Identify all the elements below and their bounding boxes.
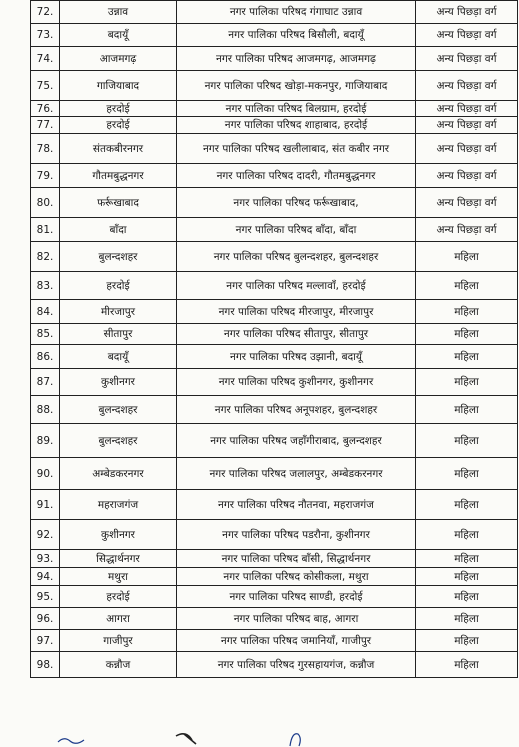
reservation-category-cell: अन्य पिछड़ा वर्ग xyxy=(416,101,518,117)
municipal-body-cell: नगर पालिका परिषद गुरसहायगंज, कन्नौज xyxy=(177,652,416,678)
table-row xyxy=(31,300,518,324)
district-cell: मथुरा xyxy=(60,568,177,586)
municipal-body-cell: नगर पालिका परिषद बाँसी, सिद्धार्थनगर xyxy=(177,550,416,568)
reservation-category-cell: महिला xyxy=(416,568,518,586)
district-cell: बदायूँ xyxy=(60,345,177,369)
serial-number-cell: 72. xyxy=(31,1,60,24)
table-row xyxy=(31,369,518,396)
reservation-category-cell: महिला xyxy=(416,345,518,369)
table-row xyxy=(31,652,518,678)
reservation-category-cell: अन्य पिछड़ा वर्ग xyxy=(416,1,518,24)
municipal-body-cell: नगर पालिका परिषद उझानी, बदायूँ xyxy=(177,345,416,369)
reservation-category-cell: अन्य पिछड़ा वर्ग xyxy=(416,24,518,47)
table-row xyxy=(31,396,518,424)
reservation-category-cell: महिला xyxy=(416,490,518,520)
reservation-category-cell: महिला xyxy=(416,520,518,550)
table-row xyxy=(31,424,518,458)
district-cell: अम्बेडकरनगर xyxy=(60,458,177,490)
municipal-body-cell: नगर पालिका परिषद बुलन्दशहर, बुलन्दशहर xyxy=(177,242,416,272)
serial-number-cell: 80. xyxy=(31,188,60,218)
serial-number-cell: 81. xyxy=(31,218,60,242)
serial-number-cell: 77. xyxy=(31,117,60,134)
municipal-body-cell: नगर पालिका परिषद आजमगढ़, आजमगढ़ xyxy=(177,47,416,71)
district-cell: कुशीनगर xyxy=(60,369,177,396)
district-cell: उन्नाव xyxy=(60,1,177,24)
table-row xyxy=(31,101,518,117)
reservation-category-cell: महिला xyxy=(416,424,518,458)
reservation-category-cell: अन्य पिछड़ा वर्ग xyxy=(416,164,518,188)
serial-number-cell: 92. xyxy=(31,520,60,550)
serial-number-cell: 84. xyxy=(31,300,60,324)
municipal-body-cell: नगर पालिका परिषद साण्डी, हरदोई xyxy=(177,586,416,608)
serial-number-cell: 91. xyxy=(31,490,60,520)
table-row xyxy=(31,242,518,272)
municipal-body-cell: नगर पालिका परिषद कुशीनगर, कुशीनगर xyxy=(177,369,416,396)
reservation-category-cell: अन्य पिछड़ा वर्ग xyxy=(416,47,518,71)
table-row xyxy=(31,458,518,490)
district-cell: गाजीपुर xyxy=(60,630,177,652)
municipal-body-cell: नगर पालिका परिषद खलीलाबाद, संत कबीर नगर xyxy=(177,134,416,164)
district-cell: फर्रूखाबाद xyxy=(60,188,177,218)
municipal-body-cell: नगर पालिका परिषद अनूपशहर, बुलन्दशहर xyxy=(177,396,416,424)
district-cell: महराजगंज xyxy=(60,490,177,520)
municipal-body-cell: नगर पालिका परिषद जमानियाँ, गाजीपुर xyxy=(177,630,416,652)
municipal-body-cell: नगर पालिका परिषद जलालपुर, अम्बेडकरनगर xyxy=(177,458,416,490)
serial-number-cell: 94. xyxy=(31,568,60,586)
district-cell: हरदोई xyxy=(60,272,177,300)
reservation-category-cell: महिला xyxy=(416,369,518,396)
reservation-category-cell: महिला xyxy=(416,608,518,630)
district-cell: गौतमबुद्धनगर xyxy=(60,164,177,188)
municipal-body-cell: नगर पालिका परिषद बिलग्राम, हरदोई xyxy=(177,101,416,117)
reservation-category-cell: महिला xyxy=(416,396,518,424)
serial-number-cell: 86. xyxy=(31,345,60,369)
table-row xyxy=(31,1,518,24)
district-cell: बाँदा xyxy=(60,218,177,242)
municipal-body-cell: नगर पालिका परिषद खोड़ा-मकनपुर, गाजियाबाद xyxy=(177,71,416,101)
table-row xyxy=(31,520,518,550)
reservation-category-cell: महिला xyxy=(416,458,518,490)
table-row xyxy=(31,608,518,630)
municipal-body-cell: नगर पालिका परिषद फर्रूखाबाद, xyxy=(177,188,416,218)
table-row xyxy=(31,324,518,345)
district-cell: कुशीनगर xyxy=(60,520,177,550)
district-cell: बुलन्दशहर xyxy=(60,242,177,272)
serial-number-cell: 79. xyxy=(31,164,60,188)
serial-number-cell: 78. xyxy=(31,134,60,164)
municipal-body-cell: नगर पालिका परिषद गंगाघाट उन्नाव xyxy=(177,1,416,24)
serial-number-cell: 97. xyxy=(31,630,60,652)
municipal-body-cell: नगर पालिका परिषद कोसीकला, मथुरा xyxy=(177,568,416,586)
district-cell: बुलन्दशहर xyxy=(60,424,177,458)
serial-number-cell: 74. xyxy=(31,47,60,71)
district-cell: संतकबीरनगर xyxy=(60,134,177,164)
reservation-category-cell: महिला xyxy=(416,324,518,345)
reservation-category-cell: महिला xyxy=(416,242,518,272)
reservation-category-cell: अन्य पिछड़ा वर्ग xyxy=(416,71,518,101)
reservation-category-cell: महिला xyxy=(416,586,518,608)
municipal-body-cell: नगर पालिका परिषद शाहाबाद, हरदोई xyxy=(177,117,416,134)
table-row xyxy=(31,117,518,134)
table-row xyxy=(31,24,518,47)
table-row xyxy=(31,550,518,568)
table-row xyxy=(31,568,518,586)
table-row xyxy=(31,218,518,242)
municipal-body-cell: नगर पालिका परिषद मीरजापुर, मीरजापुर xyxy=(177,300,416,324)
municipal-body-cell: नगर पालिका परिषद सीतापुर, सीतापुर xyxy=(177,324,416,345)
reservation-category-cell: महिला xyxy=(416,630,518,652)
reservation-table xyxy=(30,0,518,678)
district-cell: गाजियाबाद xyxy=(60,71,177,101)
reservation-category-cell: महिला xyxy=(416,300,518,324)
reservation-category-cell: महिला xyxy=(416,550,518,568)
reservation-category-cell: अन्य पिछड़ा वर्ग xyxy=(416,117,518,134)
serial-number-cell: 83. xyxy=(31,272,60,300)
serial-number-cell: 82. xyxy=(31,242,60,272)
serial-number-cell: 96. xyxy=(31,608,60,630)
municipal-body-cell: नगर पालिका परिषद बिसौली, बदायूँ xyxy=(177,24,416,47)
table-row xyxy=(31,134,518,164)
district-cell: हरदोई xyxy=(60,101,177,117)
district-cell: आगरा xyxy=(60,608,177,630)
signature-marks xyxy=(0,728,519,747)
district-cell: हरदोई xyxy=(60,586,177,608)
district-cell: सिद्धार्थनगर xyxy=(60,550,177,568)
municipal-body-cell: नगर पालिका परिषद जहाँगीराबाद, बुलन्दशहर xyxy=(177,424,416,458)
district-cell: मीरजापुर xyxy=(60,300,177,324)
table-row xyxy=(31,345,518,369)
table-body xyxy=(31,1,518,678)
municipal-body-cell: नगर पालिका परिषद नौतनवा, महराजगंज xyxy=(177,490,416,520)
municipal-body-cell: नगर पालिका परिषद पडरौना, कुशीनगर xyxy=(177,520,416,550)
serial-number-cell: 90. xyxy=(31,458,60,490)
table-row xyxy=(31,272,518,300)
serial-number-cell: 75. xyxy=(31,71,60,101)
reservation-category-cell: महिला xyxy=(416,652,518,678)
reservation-category-cell: अन्य पिछड़ा वर्ग xyxy=(416,134,518,164)
table-row xyxy=(31,71,518,101)
municipal-body-cell: नगर पालिका परिषद बाँदा, बाँदा xyxy=(177,218,416,242)
serial-number-cell: 98. xyxy=(31,652,60,678)
table-row xyxy=(31,164,518,188)
district-cell: बदायूँ xyxy=(60,24,177,47)
reservation-category-cell: महिला xyxy=(416,272,518,300)
table-row xyxy=(31,490,518,520)
serial-number-cell: 93. xyxy=(31,550,60,568)
district-cell: आजमगढ़ xyxy=(60,47,177,71)
district-cell: बुलन्दशहर xyxy=(60,396,177,424)
reservation-category-cell: अन्य पिछड़ा वर्ग xyxy=(416,218,518,242)
serial-number-cell: 73. xyxy=(31,24,60,47)
district-cell: कन्नौज xyxy=(60,652,177,678)
table-row xyxy=(31,630,518,652)
municipal-body-cell: नगर पालिका परिषद मल्लावाँ, हरदोई xyxy=(177,272,416,300)
municipal-body-cell: नगर पालिका परिषद बाह, आगरा xyxy=(177,608,416,630)
serial-number-cell: 85. xyxy=(31,324,60,345)
district-cell: हरदोई xyxy=(60,117,177,134)
serial-number-cell: 88. xyxy=(31,396,60,424)
district-cell: सीतापुर xyxy=(60,324,177,345)
serial-number-cell: 95. xyxy=(31,586,60,608)
serial-number-cell: 87. xyxy=(31,369,60,396)
reservation-category-cell: अन्य पिछड़ा वर्ग xyxy=(416,188,518,218)
table-row xyxy=(31,586,518,608)
serial-number-cell: 89. xyxy=(31,424,60,458)
table-row xyxy=(31,47,518,71)
municipal-body-cell: नगर पालिका परिषद दादरी, गौतमबुद्धनगर xyxy=(177,164,416,188)
serial-number-cell: 76. xyxy=(31,101,60,117)
table-row xyxy=(31,188,518,218)
